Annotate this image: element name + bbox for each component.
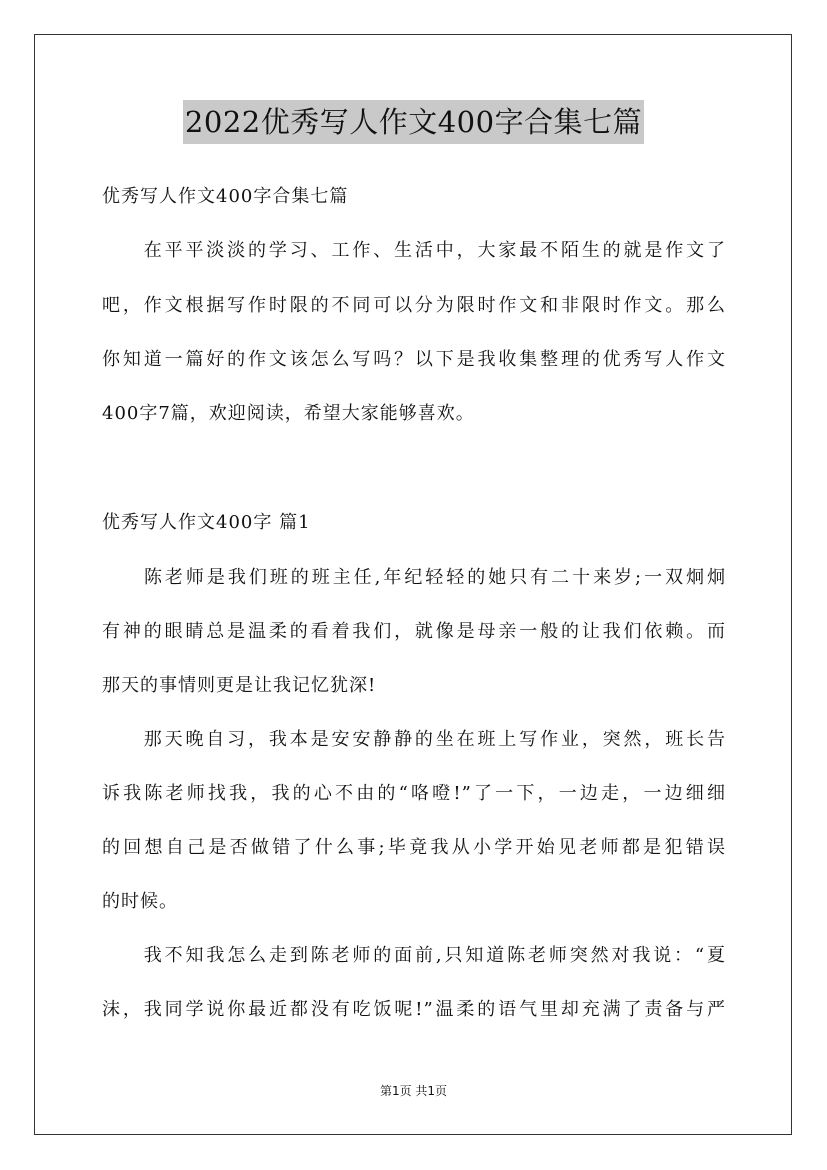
document-title: 2022优秀写人作文400字合集七篇 (183, 100, 644, 144)
page-footer: 第1页 共1页 (379, 1084, 448, 1098)
body-line: 那天的事情则更是让我记忆犹深! (102, 675, 377, 696)
body-line: 那天晚自习，我本是安安静静的坐在班上写作业，突然，班长告 (102, 729, 726, 750)
document-subtitle: 优秀写人作文400字合集七篇 (102, 186, 349, 207)
body-line: 陈老师是我们班的班主任,年纪轻轻的她只有二十来岁;一双炯炯 (102, 567, 726, 588)
intro-line: 你知道一篇好的作文该怎么写吗？以下是我收集整理的优秀写人作文 (102, 349, 726, 370)
body-line: 诉我陈老师找我，我的心不由的“咯噔!”了一下，一边走，一边细细 (102, 783, 726, 804)
body-line: 有神的眼睛总是温柔的看着我们，就像是母亲一般的让我们依赖。而 (102, 621, 726, 642)
body-line: 的回想自己是否做错了什么事;毕竟我从小学开始见老师都是犯错误 (102, 837, 726, 858)
body-line: 沫，我同学说你最近都没有吃饭呢!”温柔的语气里却充满了责备与严 (102, 999, 726, 1020)
section-heading: 优秀写人作文400字 篇1 (102, 512, 311, 533)
intro-line: 吧，作文根据写作时限的不同可以分为限时作文和非限时作文。那么 (102, 295, 726, 316)
body-line: 的时候。 (102, 891, 178, 912)
intro-line: 在平平淡淡的学习、工作、生活中，大家最不陌生的就是作文了 (102, 240, 726, 261)
title-container (0, 100, 827, 144)
intro-line: 400字7篇，欢迎阅读，希望大家能够喜欢。 (102, 403, 475, 424)
body-line: 我不知我怎么走到陈老师的面前,只知道陈老师突然对我说：“夏 (102, 945, 726, 966)
